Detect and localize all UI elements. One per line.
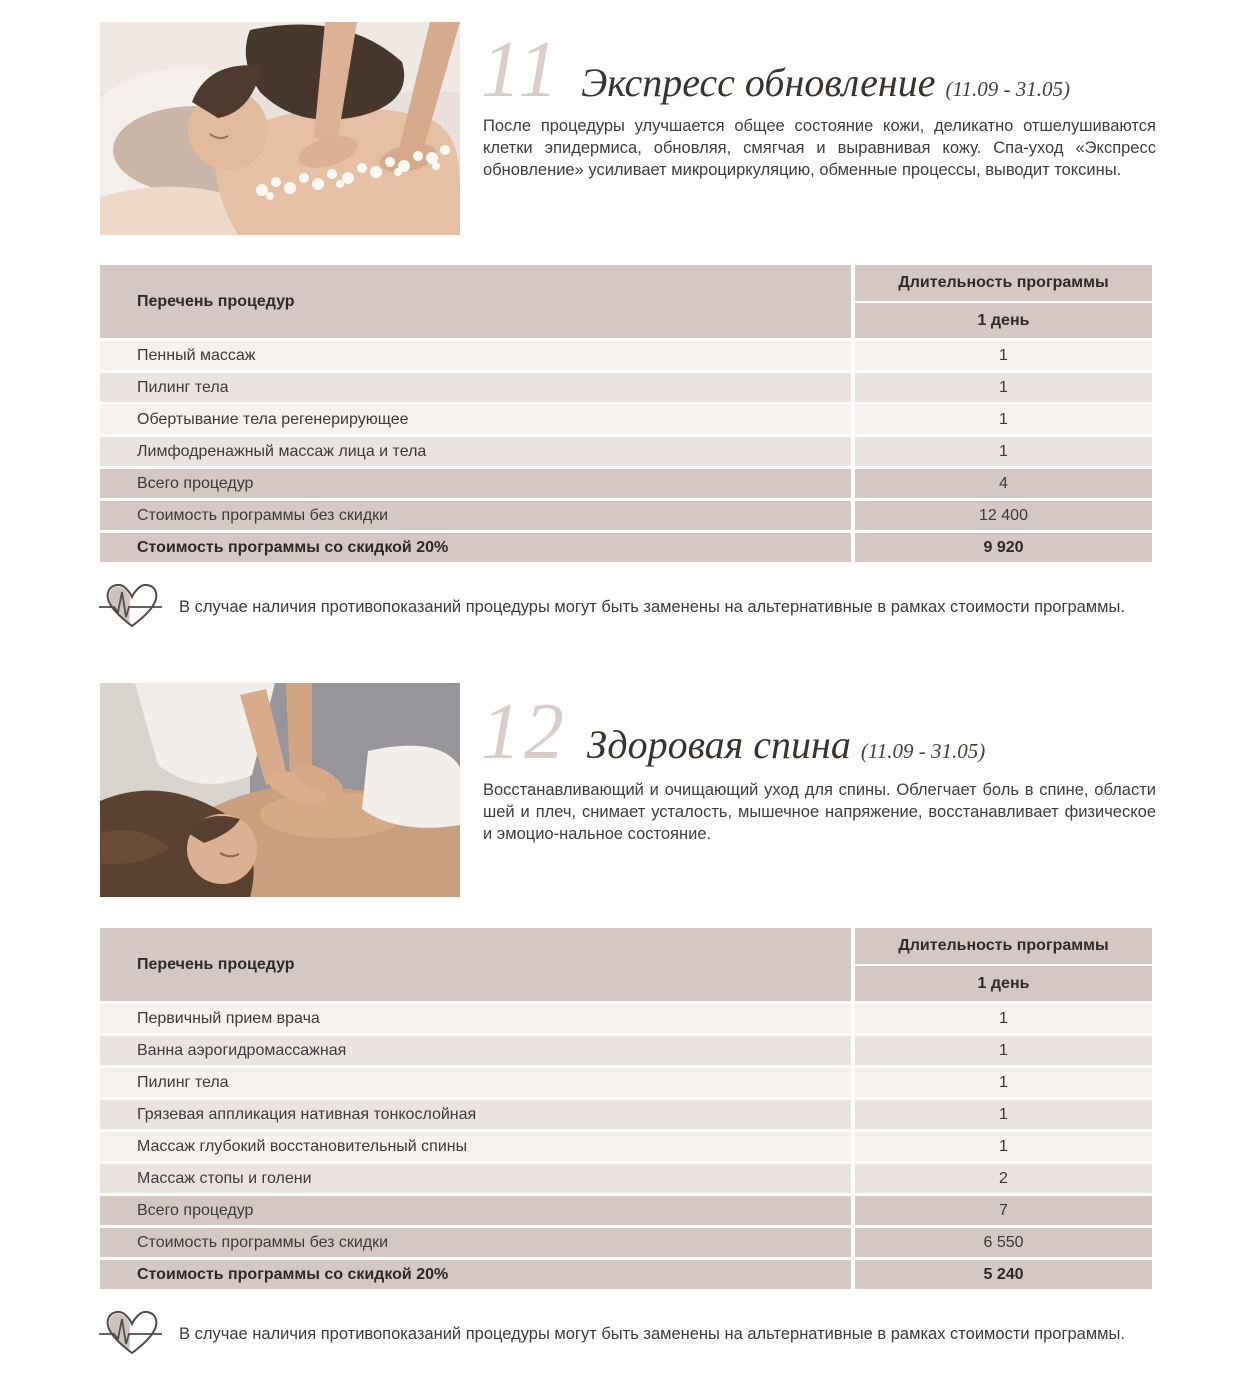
table-row: [100, 341, 1152, 370]
procedure-count: 1: [855, 1132, 1152, 1161]
table-row: [100, 1132, 1152, 1161]
massage-scrub-illustration: [100, 22, 460, 235]
total-procedures-row: [100, 1196, 1152, 1225]
procedure-name: Обертывание тела регенерирующее: [100, 405, 851, 434]
section-12-heading: [481, 688, 986, 776]
procedure-count: 1: [855, 437, 1152, 466]
total-procedures-label: Всего процедур: [100, 469, 851, 498]
discounted-price-label: Стоимость программы со скидкой 20%: [100, 1260, 851, 1289]
procedure-name: Грязевая аппликация нативная тонкослойная: [100, 1100, 851, 1129]
section-12-description: Восстанавливающий и очищающий уход для спины. Облегчает боль в спине, области шей и плеч, снимает усталость, мышечное напряжение, восстанавливает физическое и эмоцио-нальное состояние.: [483, 781, 1156, 843]
discounted-price-value: 5 240: [855, 1260, 1152, 1289]
contraindication-note: [98, 580, 1168, 634]
section-dates: (11.09 - 31.05): [860, 739, 986, 763]
section-12-price-table: [100, 928, 1152, 1289]
discounted-price-label: Стоимость программы со скидкой 20%: [100, 533, 851, 562]
duration-days-label: 1 день: [855, 303, 1152, 338]
table-row: [100, 1164, 1152, 1193]
total-procedures-value: 4: [855, 469, 1152, 498]
table-row: [100, 1100, 1152, 1129]
duration-header-label: Длительность программы: [855, 265, 1152, 301]
price-row: [100, 501, 1152, 530]
duration-days-label: 1 день: [855, 966, 1152, 1001]
procedure-name: Первичный прием врача: [100, 1004, 851, 1033]
table-row: [100, 1068, 1152, 1097]
table-row: [100, 437, 1152, 466]
procedure-count: 1: [855, 1004, 1152, 1033]
section-title: Здоровая спина: [587, 722, 851, 767]
heartbeat-icon: [98, 580, 166, 634]
section-number: 12: [481, 688, 567, 776]
procedure-name: Пилинг тела: [100, 1068, 851, 1097]
table-header: [100, 265, 1152, 338]
heartbeat-icon: [98, 1307, 166, 1361]
procedure-name: Массаж глубокий восстановительный спины: [100, 1132, 851, 1161]
procedure-count: 1: [855, 1036, 1152, 1065]
procedure-count: 1: [855, 341, 1152, 370]
table-row: [100, 373, 1152, 402]
discounted-price-row: [100, 533, 1152, 562]
duration-column-header: [855, 265, 1152, 338]
table-header: [100, 928, 1152, 1001]
procedures-column-header: Перечень процедур: [100, 265, 851, 338]
section-title: Экспресс обновление: [581, 60, 936, 105]
back-massage-illustration: [100, 683, 460, 897]
procedure-name: Массаж стопы и голени: [100, 1164, 851, 1193]
section-11-heading: [481, 26, 1070, 114]
procedure-count: 1: [855, 405, 1152, 434]
procedure-name: Пенный массаж: [100, 341, 851, 370]
section-dates: (11.09 - 31.05): [945, 77, 1070, 101]
procedure-count: 2: [855, 1164, 1152, 1193]
duration-column-header: [855, 928, 1152, 1001]
note-text: В случае наличия противопоказаний процедуры могут быть заменены на альтернативные в рамках стоимости программы.: [179, 1324, 1125, 1343]
massage-scrub-photo: [100, 22, 460, 235]
price-value: 6 550: [855, 1228, 1152, 1257]
back-massage-photo: [100, 683, 460, 897]
duration-header-label: Длительность программы: [855, 928, 1152, 964]
procedure-count: 1: [855, 373, 1152, 402]
discounted-price-value: 9 920: [855, 533, 1152, 562]
procedure-count: 1: [855, 1100, 1152, 1129]
price-value: 12 400: [855, 501, 1152, 530]
contraindication-note: [98, 1307, 1168, 1361]
table-row: [100, 1004, 1152, 1033]
discounted-price-row: [100, 1260, 1152, 1289]
table-row: [100, 405, 1152, 434]
total-procedures-label: Всего процедур: [100, 1196, 851, 1225]
section-number: 11: [481, 26, 562, 114]
price-label: Стоимость программы без скидки: [100, 501, 851, 530]
table-row: [100, 1036, 1152, 1065]
procedures-column-header: Перечень процедур: [100, 928, 851, 1001]
section-11-description: После процедуры улучшается общее состояние кожи, деликатно отшелушиваются клетки эпидермиса, обновляя, смягчая и выравнивая кожу. Спа-уход «Экспресс обновление» усиливает микроциркуляцию, обменные процессы, выводит токсины.: [483, 117, 1156, 179]
procedure-name: Пилинг тела: [100, 373, 851, 402]
total-procedures-value: 7: [855, 1196, 1152, 1225]
section-11-price-table: [100, 265, 1152, 562]
procedure-name: Ванна аэрогидромассажная: [100, 1036, 851, 1065]
procedure-name: Лимфодренажный массаж лица и тела: [100, 437, 851, 466]
procedure-count: 1: [855, 1068, 1152, 1097]
price-label: Стоимость программы без скидки: [100, 1228, 851, 1257]
total-procedures-row: [100, 469, 1152, 498]
note-text: В случае наличия противопоказаний процедуры могут быть заменены на альтернативные в рамках стоимости программы.: [179, 597, 1125, 616]
price-row: [100, 1228, 1152, 1257]
